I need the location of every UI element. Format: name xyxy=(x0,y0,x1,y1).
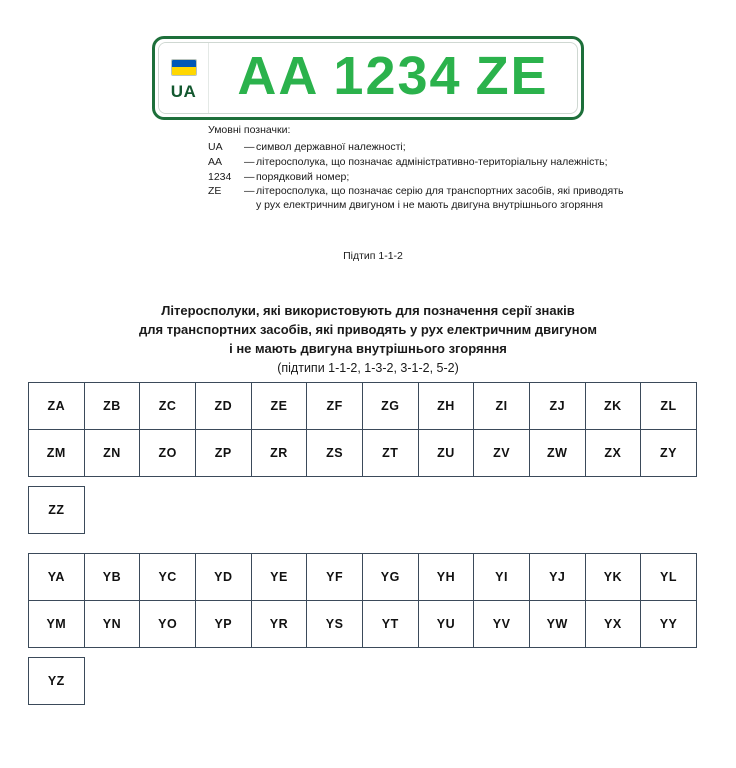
legend-title: Умовні позначки: xyxy=(208,124,291,136)
ukraine-flag-icon xyxy=(171,59,197,76)
series-cell: YB xyxy=(84,553,141,601)
series-cell: YD xyxy=(195,553,252,601)
legend-dash: — xyxy=(244,170,255,183)
series-cell: ZR xyxy=(251,429,308,477)
legend-value: порядковий номер; xyxy=(256,170,350,183)
plate-letters-right: ZE xyxy=(475,46,549,106)
series-cell: YP xyxy=(195,600,252,648)
plate-letters-left: AA xyxy=(237,46,320,106)
series-cell: ZK xyxy=(585,382,642,430)
series-cell: ZT xyxy=(362,429,419,477)
series-cell: ZI xyxy=(473,382,530,430)
series-cell: YV xyxy=(473,600,530,648)
series-cell: YZ xyxy=(28,657,85,705)
legend-dash: — xyxy=(244,140,255,153)
legend-key: 1234 xyxy=(208,170,232,183)
series-cell: YK xyxy=(585,553,642,601)
subtype-caption: Підтип 1-1-2 xyxy=(343,250,403,262)
series-cell: YR xyxy=(251,600,308,648)
flag-yellow-stripe xyxy=(172,67,196,75)
series-cell: YT xyxy=(362,600,419,648)
heading-line-4: (підтипи 1-1-2, 1-3-2, 3-1-2, 5-2) xyxy=(277,360,459,375)
series-cell: ZZ xyxy=(28,486,85,534)
table-row xyxy=(28,429,708,476)
series-cell: ZN xyxy=(84,429,141,477)
series-cell: ZF xyxy=(306,382,363,430)
plate-number xyxy=(209,43,577,113)
heading-line-1: Літеросполуки, які використовують для позначення серії знаків xyxy=(161,303,575,318)
series-cell: YU xyxy=(418,600,475,648)
legend-item xyxy=(208,171,628,185)
series-table-y xyxy=(28,553,708,705)
series-cell: ZM xyxy=(28,429,85,477)
legend-item xyxy=(208,156,628,170)
page-title xyxy=(28,302,708,377)
legend-dash: — xyxy=(244,185,255,198)
license-plate xyxy=(152,36,584,120)
series-cell: ZD xyxy=(195,382,252,430)
series-cell: ZA xyxy=(28,382,85,430)
flag-blue-stripe xyxy=(172,60,196,68)
series-cell: ZP xyxy=(195,429,252,477)
series-cell: ZV xyxy=(473,429,530,477)
plate-digits: 1234 xyxy=(333,46,462,106)
series-cell: ZB xyxy=(84,382,141,430)
license-plate-figure xyxy=(152,36,584,120)
legend-key: AA xyxy=(208,155,223,168)
series-cell: ZC xyxy=(139,382,196,430)
series-cell: ZE xyxy=(251,382,308,430)
series-cell: ZO xyxy=(139,429,196,477)
series-cell: YW xyxy=(529,600,586,648)
series-cell: ZH xyxy=(418,382,475,430)
series-cell: ZL xyxy=(640,382,697,430)
series-cell: ZS xyxy=(306,429,363,477)
legend xyxy=(208,124,628,214)
series-cell: YC xyxy=(139,553,196,601)
legend-item xyxy=(208,141,628,155)
series-cell: ZX xyxy=(585,429,642,477)
series-cell: YA xyxy=(28,553,85,601)
table-row xyxy=(28,486,708,534)
series-cell: YS xyxy=(306,600,363,648)
series-cell: YX xyxy=(585,600,642,648)
table-row xyxy=(28,382,708,429)
euroband xyxy=(159,43,209,113)
series-cell: YL xyxy=(640,553,697,601)
series-cell: ZG xyxy=(362,382,419,430)
series-cell: YM xyxy=(28,600,85,648)
legend-key: ZE xyxy=(208,185,222,198)
series-cell: YY xyxy=(640,600,697,648)
series-cell: YF xyxy=(306,553,363,601)
table-row xyxy=(28,600,708,647)
legend-dash: — xyxy=(244,155,255,168)
series-cell: YH xyxy=(418,553,475,601)
legend-value: літеросполука, що позначає серію для транспортних засобів, які приводять у рух електричним двигуном і не мають двигуна внутрішнього згоряння xyxy=(256,185,624,212)
series-cell: ZU xyxy=(418,429,475,477)
license-plate-inner-frame xyxy=(158,42,578,114)
country-code: UA xyxy=(170,81,197,101)
series-cell: YE xyxy=(251,553,308,601)
heading-line-3: і не мають двигуна внутрішнього згоряння xyxy=(229,340,507,356)
legend-value: літеросполука, що позначає адміністративно-територіальну належність; xyxy=(256,155,608,168)
series-cell: YO xyxy=(139,600,196,648)
series-cell: ZY xyxy=(640,429,697,477)
series-table-z xyxy=(28,382,708,534)
series-cell: ZJ xyxy=(529,382,586,430)
series-cell: YI xyxy=(473,553,530,601)
heading-line-2: для транспортних засобів, які приводять у рух електричним двигуном xyxy=(139,321,597,337)
table-row xyxy=(28,657,708,705)
table-row xyxy=(28,553,708,600)
series-cell: YN xyxy=(84,600,141,648)
legend-key: UA xyxy=(208,140,223,153)
legend-item xyxy=(208,185,628,213)
legend-value: символ державної належності; xyxy=(256,140,406,153)
series-cell: ZW xyxy=(529,429,586,477)
series-cell: YJ xyxy=(529,553,586,601)
series-cell: YG xyxy=(362,553,419,601)
